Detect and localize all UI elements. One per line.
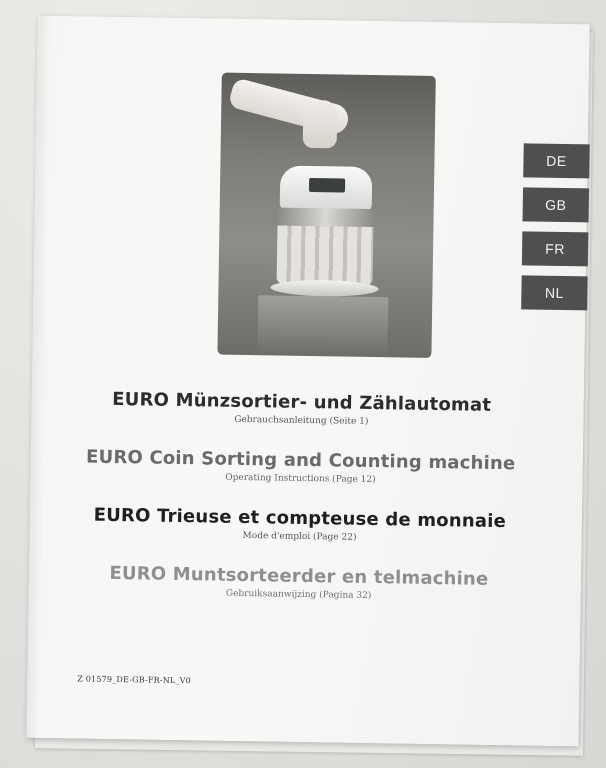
document-code: Z 01579_DE-GB-FR-NL_V0 (77, 674, 191, 686)
title-english: EURO Coin Sorting and Counting machine (85, 446, 516, 475)
language-tab-gb: GB (523, 187, 590, 222)
subtitle-german: Gebrauchsanleitung (Seite 1) (234, 414, 369, 427)
coin-machine-tubes (277, 226, 374, 286)
language-tab-fr: FR (522, 231, 589, 266)
coin-machine-display (309, 178, 345, 193)
title-block-dutch (69, 562, 529, 603)
subtitle-english: Operating Instructions (Page 12) (225, 472, 376, 486)
title-block-german (71, 388, 531, 429)
product-photo (217, 73, 435, 358)
language-tab-nl: NL (521, 275, 588, 310)
title-german: EURO Münzsortier- und Zählautomat (112, 388, 492, 416)
title-dutch: EURO Muntsorteerder en telmachine (109, 562, 489, 590)
language-tab-de: DE (523, 143, 590, 178)
title-block-english (70, 446, 530, 487)
hand-shape (303, 100, 338, 149)
title-block-french (70, 504, 530, 545)
subtitle-french: Mode d'emploi (Page 22) (242, 530, 357, 543)
title-french: EURO Trieuse et compteuse de monnaie (93, 504, 507, 533)
manual-cover-page (26, 16, 589, 747)
subtitle-dutch: Gebruiksaanwijzing (Pagina 32) (225, 588, 372, 602)
table-reflection (257, 295, 388, 357)
coin-machine-band (277, 208, 373, 228)
